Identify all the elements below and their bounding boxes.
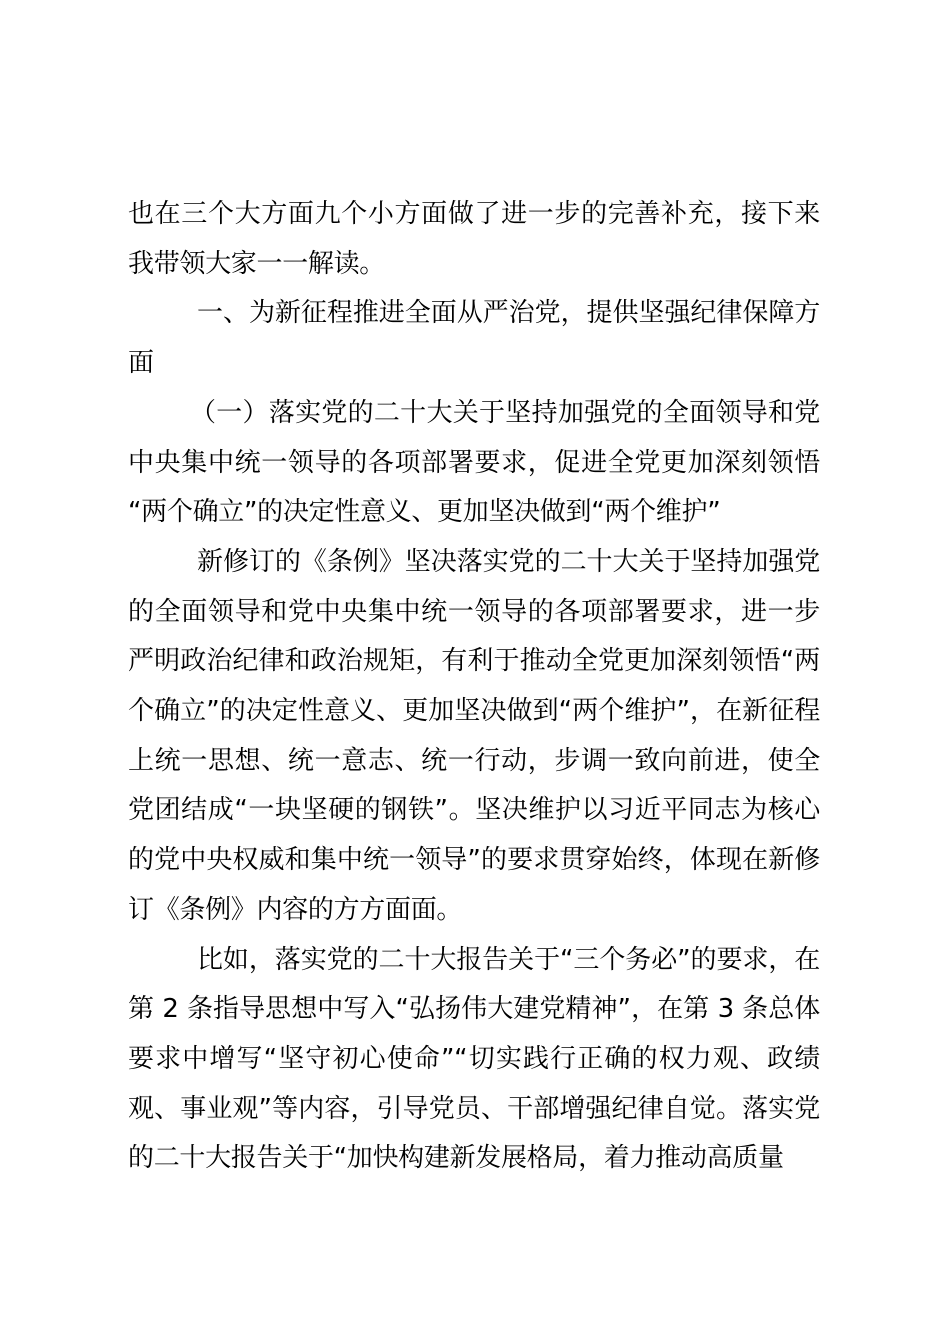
document-page <box>128 190 820 1184</box>
paragraph-continued: 也在三个大方面九个小方面做了进一步的完善补充，接下来我带领大家一一解读。 <box>128 199 820 279</box>
body-paragraph-2: 比如，落实党的二十大报告关于“三个务必”的要求，在第 2 条指导思想中写入“弘扬伟大建党精神”，在第 3 条总体要求中增写“坚守初心使命”“切实践行正确的权力观、政绩观、事业观”等内容，引导党员、干部增强纪律自觉。落实党的二十大报告关于“加快构建新发展格局，着力推动高质量 <box>128 944 820 1174</box>
section-heading-1: 一、为新征程推进全面从严治党，提供坚强纪律保障方面 <box>128 298 820 379</box>
subsection-heading-1-1: （一）落实党的二十大关于坚持加强党的全面领导和党中央集中统一领导的各项部署要求，促进全党更加深刻领悟 “两个确立”的决定性意义、更加坚决做到“两个维护” <box>128 397 820 528</box>
body-paragraph-1: 新修订的《条例》坚决落实党的二十大关于坚持加强党的全面领导和党中央集中统一领导的各项部署要求，进一步严明政治纪律和政治规矩，有利于推动全党更加深刻领悟“两个确立”的决定性意义、更加坚决做到“两个维护”，在新征程上统一思想、统一意志、统一行动，步调一致向前进，使全党团结成“一块坚硬的钢铁”。坚决维护以习近平同志为核心的党中央权威和集中统一领导”的要求贯穿始终，体现在新修订《条例》内容的方方面面。 <box>128 546 820 925</box>
